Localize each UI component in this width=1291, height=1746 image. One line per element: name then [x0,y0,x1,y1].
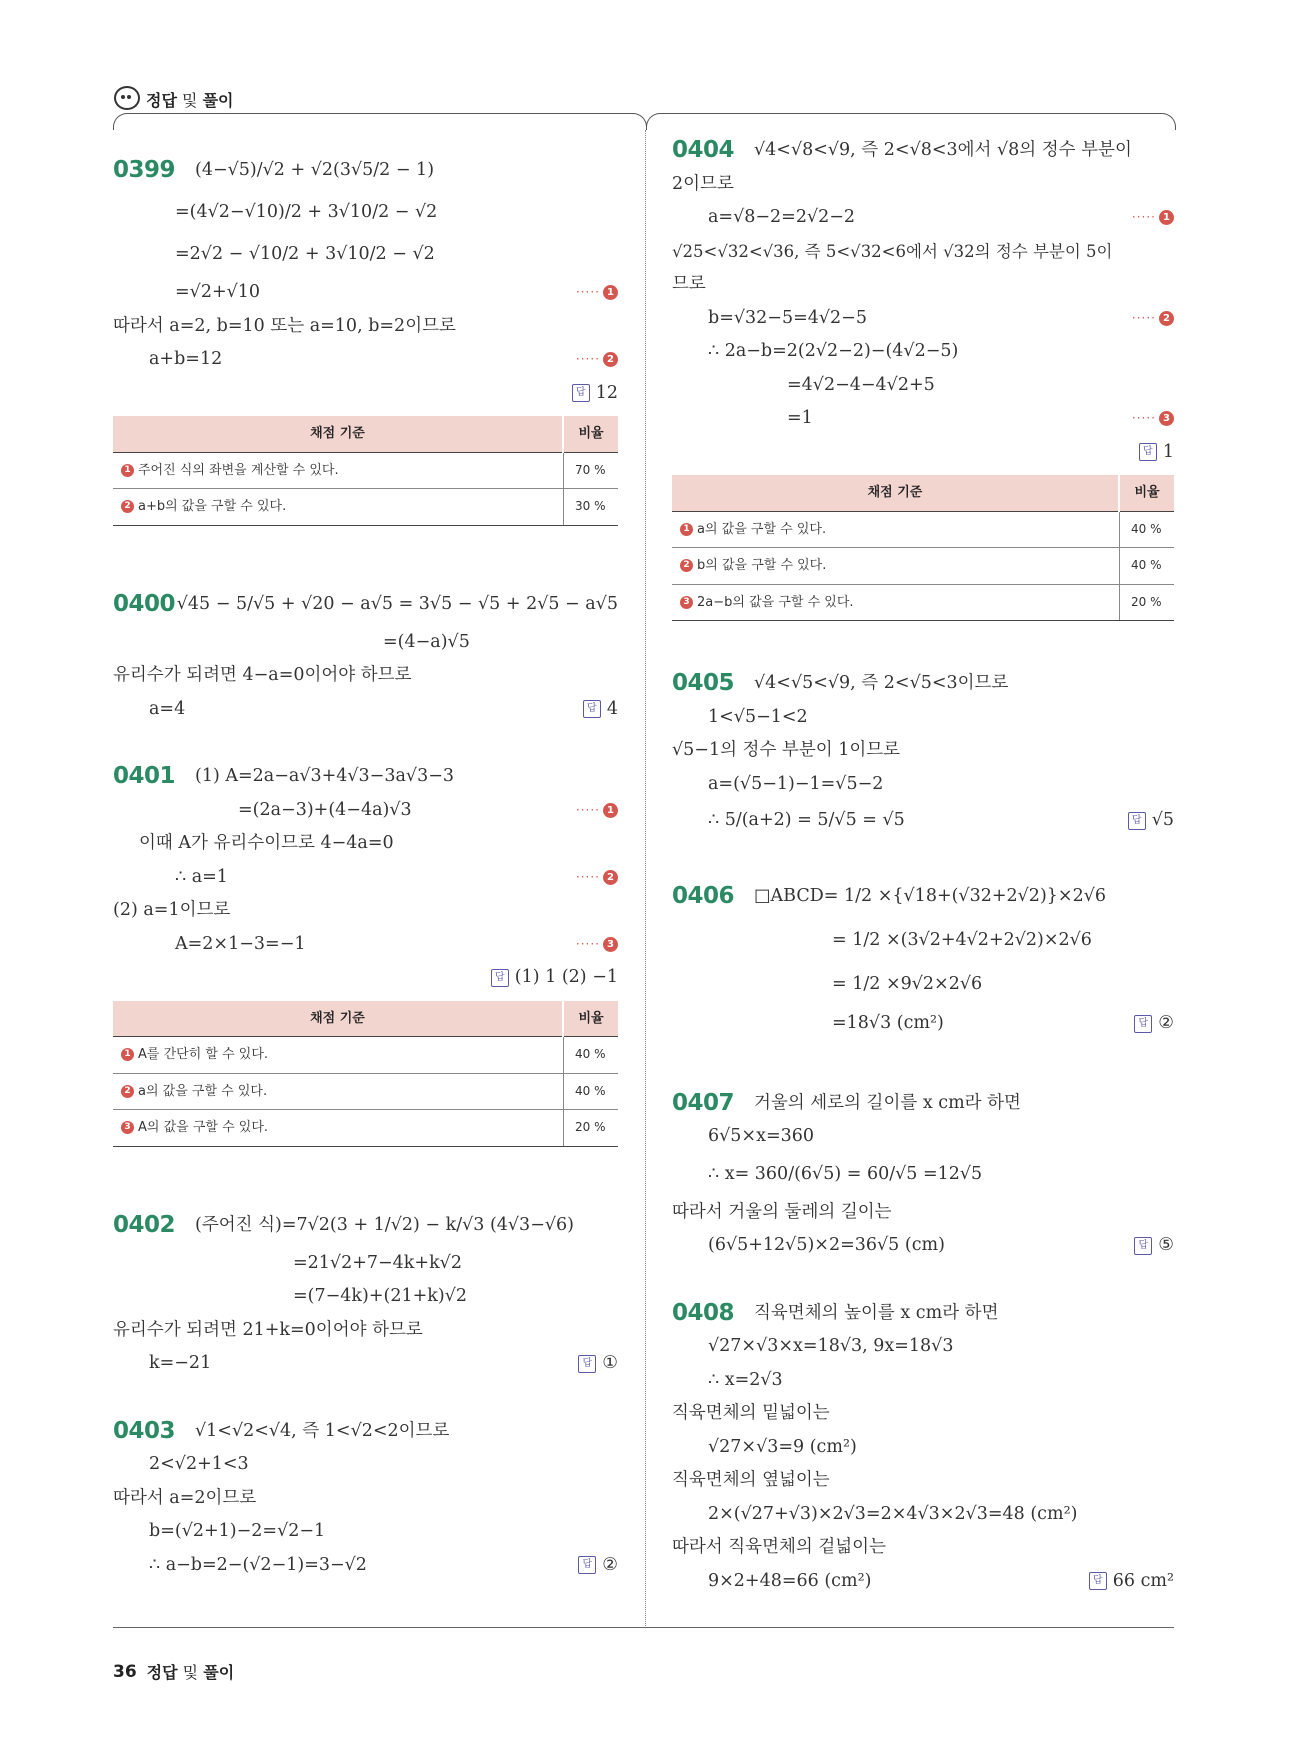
answer-icon: 답 [1089,1572,1107,1590]
solution-line: = 1/2 ×9√2×2√6 [832,974,983,995]
answer [1134,1007,1174,1041]
answer [578,1347,618,1381]
solution-line: b=(√2+1)−2=√2−1 [149,1521,326,1541]
solution-line: 이때 A가 유리수이므로 4−4a=0 [139,833,394,853]
answer-value: ② [602,1554,618,1575]
problem-0402 [113,1205,618,1381]
solution-line: 직육면체의 밑넓이는 [672,1403,830,1423]
answer-value: 1 [1162,441,1174,462]
solution-line: √4<√5<√9, 즉 2<√5<3이므로 [754,673,1009,693]
solution-line: (4−√5)/√2 + √2(3√5/2 − 1) [195,160,435,181]
problem-0408 [672,1297,1174,1599]
table-row: 3 2a−b의 값을 구할 수 있다. 20 % [672,584,1174,621]
solution-line: 유리수가 되려면 4−a=0이어야 하므로 [113,665,412,685]
answer-value: √5 [1151,810,1174,831]
solution-line: √4<√8<√9, 즉 2<√8<3에서 √8의 정수 부분이 [754,140,1132,160]
step-marker: ····· 2 [576,343,618,377]
problem-0404 [672,134,1174,621]
solution-line: √5−1의 정수 부분이 1이므로 [672,740,901,760]
solution-line: =(2a−3)+(4−4a)√3 [238,799,412,820]
problem-number: 0407 [672,1089,735,1116]
solution-line: □ABCD= 1/2 ×{√18+(√32+2√2)}×2√6 [754,886,1106,907]
column-separator [645,130,646,1626]
solution-line: k=−21 [149,1353,212,1373]
problem-number: 0399 [113,157,176,184]
mascot-icon [112,86,140,112]
answer-icon: 답 [572,384,590,402]
solution-line: = 1/2 ×(3√2+4√2+2√2)×2√6 [832,930,1092,951]
solution-line: (주어진 식)=7√2(3 + 1/√2) − k/√3 (4√3−√6) [195,1214,574,1235]
answer-value: (1) 1 (2) −1 [514,967,618,987]
answer-value: ① [602,1353,618,1373]
answer-value: 4 [606,698,618,719]
answer [583,693,618,727]
problem-number: 0403 [113,1417,176,1444]
step-marker: ····· 3 [576,928,618,962]
solution-line: 따라서 직육면체의 겉넓이는 [672,1537,886,1557]
solution-line: ∴ 5/(a+2) = 5/√5 = √5 [708,810,905,831]
solution-line: 므로 [672,274,706,294]
solution-line: 직육면체의 높이를 x cm라 하면 [754,1302,999,1323]
step-marker: ····· 2 [576,861,618,895]
solution-line: (1) A=2a−a√3+4√3−3a√3−3 [195,766,454,786]
solution-line: √25<√32<√36, 즉 5<√32<6에서 √32의 정수 부분이 5이 [672,241,1113,261]
solution-line: b=√32−5=4√2−5 [708,307,867,328]
page-header [112,84,233,114]
problem-0406 [672,875,1174,1041]
answer-icon: 답 [578,1556,596,1574]
answer-value: ② [1158,1013,1174,1033]
problem-0400 [113,584,618,727]
solution-line: √27×√3×x=18√3, 9x=18√3 [708,1336,954,1356]
answer [113,961,618,995]
solution-line: (2) a=1이므로 [113,900,231,920]
answer-icon: 답 [578,1355,596,1373]
answer-value: 66 cm² [1112,1570,1174,1591]
header-title: 정답 및 풀이 [146,90,234,110]
solution-line: 2<√2+1<3 [149,1454,249,1474]
answer-icon: 답 [583,700,601,718]
solution-line: 2×(√27+√3)×2√3=2×4√3×2√3=48 (cm²) [708,1503,1078,1524]
problem-number: 0400 [113,590,176,617]
page-footer [113,1660,234,1683]
step-marker: ····· 1 [576,794,618,828]
problem-number: 0408 [672,1299,735,1326]
answer-icon: 답 [1139,443,1157,461]
table-row: 2 a의 값을 구할 수 있다. 40 % [113,1073,618,1110]
solution-line: =√2+√10 [175,282,261,302]
answer-icon: 답 [1128,812,1146,830]
problem-0401 [113,760,618,1147]
answer-icon: 답 [491,969,509,987]
solution-line: 따라서 a=2, b=10 또는 a=10, b=2이므로 [113,315,456,336]
left-column-frame [113,113,647,130]
solution-line: ∴ x=2√3 [708,1369,783,1390]
answer-icon: 답 [1134,1237,1152,1255]
problem-0407 [672,1087,1174,1263]
problem-number: 0402 [113,1211,176,1238]
problem-0399 [113,150,618,526]
solution-line: ∴ 2a−b=2(2√2−2)−(4√2−5) [708,341,959,361]
answer [578,1549,618,1583]
problem-number: 0405 [672,670,735,696]
solution-line: 9×2+48=66 (cm²) [708,1570,872,1591]
solution-line: a=4 [149,698,186,719]
grading-criteria-table: 채점 기준 비율 1 A를 간단히 할 수 있다. 40 % 2 a의 값을 구할 수 있다. 40 % 3 A의 값을 구할 수 있다. 20 % [113,1001,618,1147]
solution-line: =(4√2−√10)/2 + 3√10/2 − √2 [175,202,438,223]
table-row: 1 A를 간단히 할 수 있다. 40 % [113,1037,618,1074]
answer-value: ⑤ [1158,1235,1174,1255]
solution-line: 따라서 a=2이므로 [113,1487,257,1508]
solution-line: a=(√5−1)−1=√5−2 [708,773,884,794]
page-number: 36 [113,1661,137,1682]
solution-line: 1<√5−1<2 [708,706,808,727]
solution-line: √27×√3=9 (cm²) [708,1436,857,1457]
table-row: 1 주어진 식의 좌변을 계산할 수 있다. 70 % [113,452,618,489]
problem-number: 0401 [113,763,176,789]
answer [672,436,1174,470]
solution-line: 따라서 거울의 둘레의 길이는 [672,1201,892,1222]
solution-line: =4√2−4−4√2+5 [787,374,935,395]
solution-line: ∴ x= 360/(6√5) = 60/√5 =12√5 [708,1163,983,1184]
solution-line: √45 − 5/√5 + √20 − a√5 = 3√5 − √5 + 2√5 − a√5 [176,593,618,614]
problem-number: 0404 [672,137,735,163]
solution-line: 유리수가 되려면 21+k=0이어야 하므로 [113,1319,423,1340]
solution-line: =21√2+7−4k+k√2 [293,1252,462,1273]
answer [1134,1229,1174,1263]
table-row: 2 a+b의 값을 구할 수 있다. 30 % [113,489,618,526]
right-column [672,134,1174,1632]
step-marker: ····· 1 [576,276,618,310]
answer-icon: 답 [1134,1015,1152,1033]
grading-criteria-table: 채점 기준 비율 1 a의 값을 구할 수 있다. 40 % 2 b의 값을 구할 수 있다. 40 % 3 2a−b의 값을 구할 수 있다. 20 % [672,475,1174,621]
table-row: 2 b의 값을 구할 수 있다. 40 % [672,548,1174,585]
answer-value: 12 [595,382,618,403]
solution-line: √1<√2<√4, 즉 1<√2<2이므로 [195,1420,450,1441]
solution-line: =(4−a)√5 [383,631,470,652]
problem-0405 [672,667,1174,841]
solution-line: 직육면체의 옆넓이는 [672,1470,830,1490]
solution-line: =1 [787,408,813,428]
solution-line: =(7−4k)+(21+k)√2 [293,1286,467,1306]
left-column [113,150,618,1616]
solution-line: (6√5+12√5)×2=36√5 (cm) [708,1235,945,1255]
solution-line: =2√2 − √10/2 + 3√10/2 − √2 [175,244,435,265]
footer-rule [113,1627,1174,1628]
table-row: 1 a의 값을 구할 수 있다. 40 % [672,511,1174,548]
step-marker: ····· 1 [1132,201,1174,235]
solution-line: =18√3 (cm²) [832,1013,944,1033]
problem-number: 0406 [672,883,735,910]
answer [1089,1565,1174,1599]
solution-line: 6√5×x=360 [708,1126,815,1146]
solution-line: 거울의 세로의 길이를 x cm라 하면 [754,1092,1021,1113]
solution-line: a=√8−2=2√2−2 [708,207,856,227]
footer-title: 정답 및 풀이 [146,1663,235,1682]
right-column-frame [646,113,1176,130]
solution-line: a+b=12 [149,349,223,369]
solution-line: ∴ a−b=2−(√2−1)=3−√2 [149,1554,367,1575]
answer [113,377,618,411]
step-marker: ····· 3 [1132,402,1174,436]
step-marker: ····· 2 [1132,302,1174,336]
grading-criteria-table: 채점 기준 비율 1 주어진 식의 좌변을 계산할 수 있다. 70 % 2 a+b의 값을 구할 수 있다. 30 % [113,416,618,526]
solution-line: ∴ a=1 [175,866,228,887]
solution-line: 2이므로 [672,173,734,194]
table-row: 3 A의 값을 구할 수 있다. 20 % [113,1110,618,1147]
solution-line: A=2×1−3=−1 [175,933,306,954]
problem-0403 [113,1415,618,1583]
answer [1128,804,1174,838]
